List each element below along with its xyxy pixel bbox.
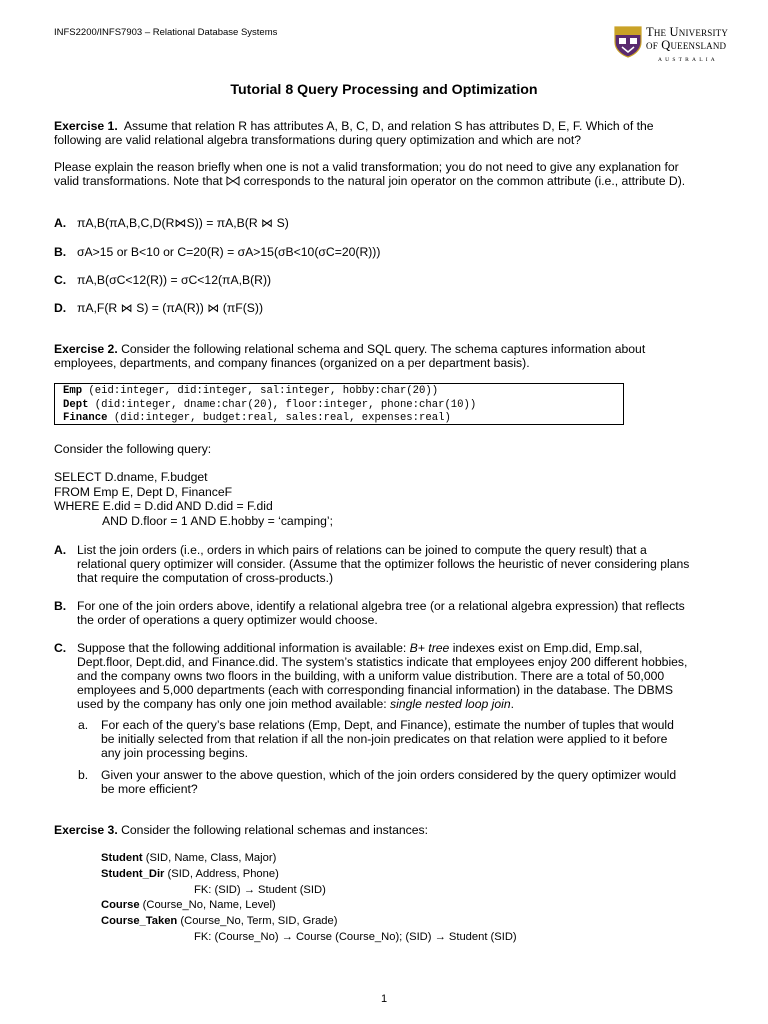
sql-line: SELECT D.dname, F.budget	[54, 470, 208, 484]
sql-line: AND D.floor = 1 AND E.hobby = ‘camping’;	[102, 513, 333, 528]
university-name-line2: of Queensland	[646, 38, 727, 52]
foreign-key: FK: (Course_No) → Course (Course_No); (SID) → Student (SID)	[194, 930, 517, 943]
schema-course-taken	[101, 914, 517, 930]
schema-attrs: (SID, Name, Class, Major)	[142, 852, 277, 864]
schema-attrs: (did:integer, budget:real, sales:real, expenses:real)	[107, 412, 451, 424]
exercise3-text: Consider the following relational schemas and instances:	[121, 823, 428, 837]
schema-attrs: (Course_No, Name, Level)	[139, 899, 276, 912]
exercise1-item-a	[54, 216, 289, 230]
schema-row-finance	[63, 412, 623, 426]
schema-course	[101, 898, 517, 914]
exercise1-text: Assume that relation R has attributes A, B, C, D, and relation S has attributes D, E, F. Which of the following are valid relational algebra transformations during query optimization and which are not?	[54, 119, 654, 147]
university-logo	[614, 25, 744, 63]
item-label: C.	[54, 273, 67, 287]
item-label: D.	[54, 301, 67, 315]
schema-name: Course_Taken	[101, 915, 178, 928]
item-label: A.	[54, 216, 67, 230]
question-label: C.	[54, 641, 67, 655]
foreign-key: FK: (SID) → Student (SID)	[194, 883, 326, 896]
exercise2-text: Consider the following relational schema and SQL query. The schema captures information about employees, departments, and company finances (organized on a per department basis).	[54, 342, 646, 370]
university-name-line1: The University	[646, 25, 729, 39]
item-formula: πA,B(σC<12(R)) = σC<12(πA,B(R))	[77, 273, 272, 287]
schema-name: Course	[101, 899, 140, 912]
schema-attrs: (Course_No, Term, SID, Grade)	[177, 915, 338, 928]
question-text: For one of the join orders above, identify a relational algebra tree (or a relational algebra expression) that reflects the order of operations a query optimizer would choose.	[77, 599, 685, 627]
exercise1-explain-part2: corresponds to the natural join operator on the common attribute (i.e., attribute D).	[243, 174, 686, 188]
schema-attrs: (eid:integer, did:integer, sal:integer, hobby:char(20))	[82, 385, 439, 397]
exercise1-explain	[54, 160, 704, 188]
subquestion-label: b.	[78, 768, 89, 782]
schema-student	[101, 851, 517, 867]
natural-join-icon	[226, 176, 240, 186]
question-text-a: Suppose that the following additional information is available:	[77, 641, 410, 655]
schema-attrs: (did:integer, dname:char(20), floor:integer, phone:char(10))	[88, 398, 477, 411]
subquestion-text: For each of the query’s base relations (Emp, Dept, and Finance), estimate the number of tuples that would be initially selected from that relation if all the non-join predicates on that relation were applied to it before any join processing begins.	[101, 718, 674, 760]
exercise1-item-c	[54, 273, 271, 287]
question-text-c: indexes exist on Emp.did, Emp.sal, Dept.floor, Dept.did, and Finance.did. The system’s statistics indicate that employees enjoy 200 different hobbies, and the company owns two floors in the building, with a uniform value distribution. There are a total of 50,000 employees and 5,000 departments (each with corresponding financial information) in the database. The DBMS used by the company has only one join method available:	[77, 641, 688, 711]
item-formula: πA,B(πA,B,C,D(R⋈S)) = πA,B(R ⋈ S)	[77, 216, 289, 230]
item-label: B.	[54, 245, 67, 259]
exercise1-item-b	[54, 245, 380, 259]
question-label: A.	[54, 543, 67, 557]
subquestion-text: Given your answer to the above question, which of the join orders considered by the query optimizer would be more efficient?	[101, 768, 677, 796]
sql-line: FROM Emp E, Dept D, FinanceF	[54, 484, 233, 499]
schema-row-emp	[63, 385, 623, 399]
item-formula: σA>15 or B<10 or C=20(R) = σA>15(σB<10(σC=20(R)))	[77, 245, 381, 259]
exercise2-question-a	[54, 543, 694, 585]
exercise2-label: Exercise 2.	[54, 342, 118, 356]
subquestion-label: a.	[78, 718, 89, 732]
schema-row-dept	[63, 399, 623, 413]
question-text	[77, 641, 694, 711]
crest-icon	[614, 26, 642, 58]
sql-line: WHERE E.did = D.did AND D.did = F.did	[54, 499, 273, 513]
page-title: Tutorial 8 Query Processing and Optimization	[230, 82, 538, 98]
exercise2-intro	[54, 342, 704, 370]
schema-name: Student_Dir	[101, 867, 165, 880]
question-text-d: single nested loop join	[390, 697, 511, 711]
schema-name: Student	[101, 852, 143, 864]
exercise2-subquestion-a	[78, 718, 678, 760]
university-country: AUSTRALIA	[658, 57, 718, 63]
exercise2-question-c	[54, 641, 694, 711]
schema-box	[54, 383, 624, 425]
course-header: INFS2200/INFS7903 – Relational Database Systems	[54, 27, 278, 38]
question-label: B.	[54, 599, 67, 613]
exercise3-label: Exercise 3.	[54, 823, 118, 837]
sql-query	[54, 470, 333, 528]
page-number: 1	[380, 993, 388, 1005]
exercise3-intro	[54, 823, 704, 837]
schema-name: Emp	[63, 385, 83, 397]
exercise1-label: Exercise 1.	[54, 119, 118, 133]
university-name	[646, 26, 728, 52]
exercise2-question-b	[54, 599, 694, 627]
question-text-b: B+ tree	[409, 641, 450, 655]
exercise1-item-d	[54, 301, 263, 315]
schema-name: Finance	[63, 412, 108, 424]
item-formula: πA,F(R ⋈ S) = (πA(R)) ⋈ (πF(S))	[77, 301, 264, 315]
consider-query: Consider the following query:	[54, 442, 212, 456]
exercise3-schemas	[101, 851, 517, 946]
question-text-e: .	[510, 697, 515, 711]
exercise2-subquestion-b	[78, 768, 678, 796]
schema-name: Dept	[63, 398, 89, 411]
exercise1-intro	[54, 119, 704, 147]
exercise1-explain-part1: Please explain the reason briefly when one is not a valid transformation; you do not need to give any explanation for valid transformations. Note that	[54, 160, 679, 188]
question-text: List the join orders (i.e., orders in which pairs of relations can be joined to compute the query result) that a relational query optimizer will consider. (Assume that the optimizer follows the heuristic of never considering plans that require the computation of cross-products.)	[77, 543, 690, 585]
schema-attrs: (SID, Address, Phone)	[164, 867, 279, 880]
schema-student-dir	[101, 867, 517, 883]
